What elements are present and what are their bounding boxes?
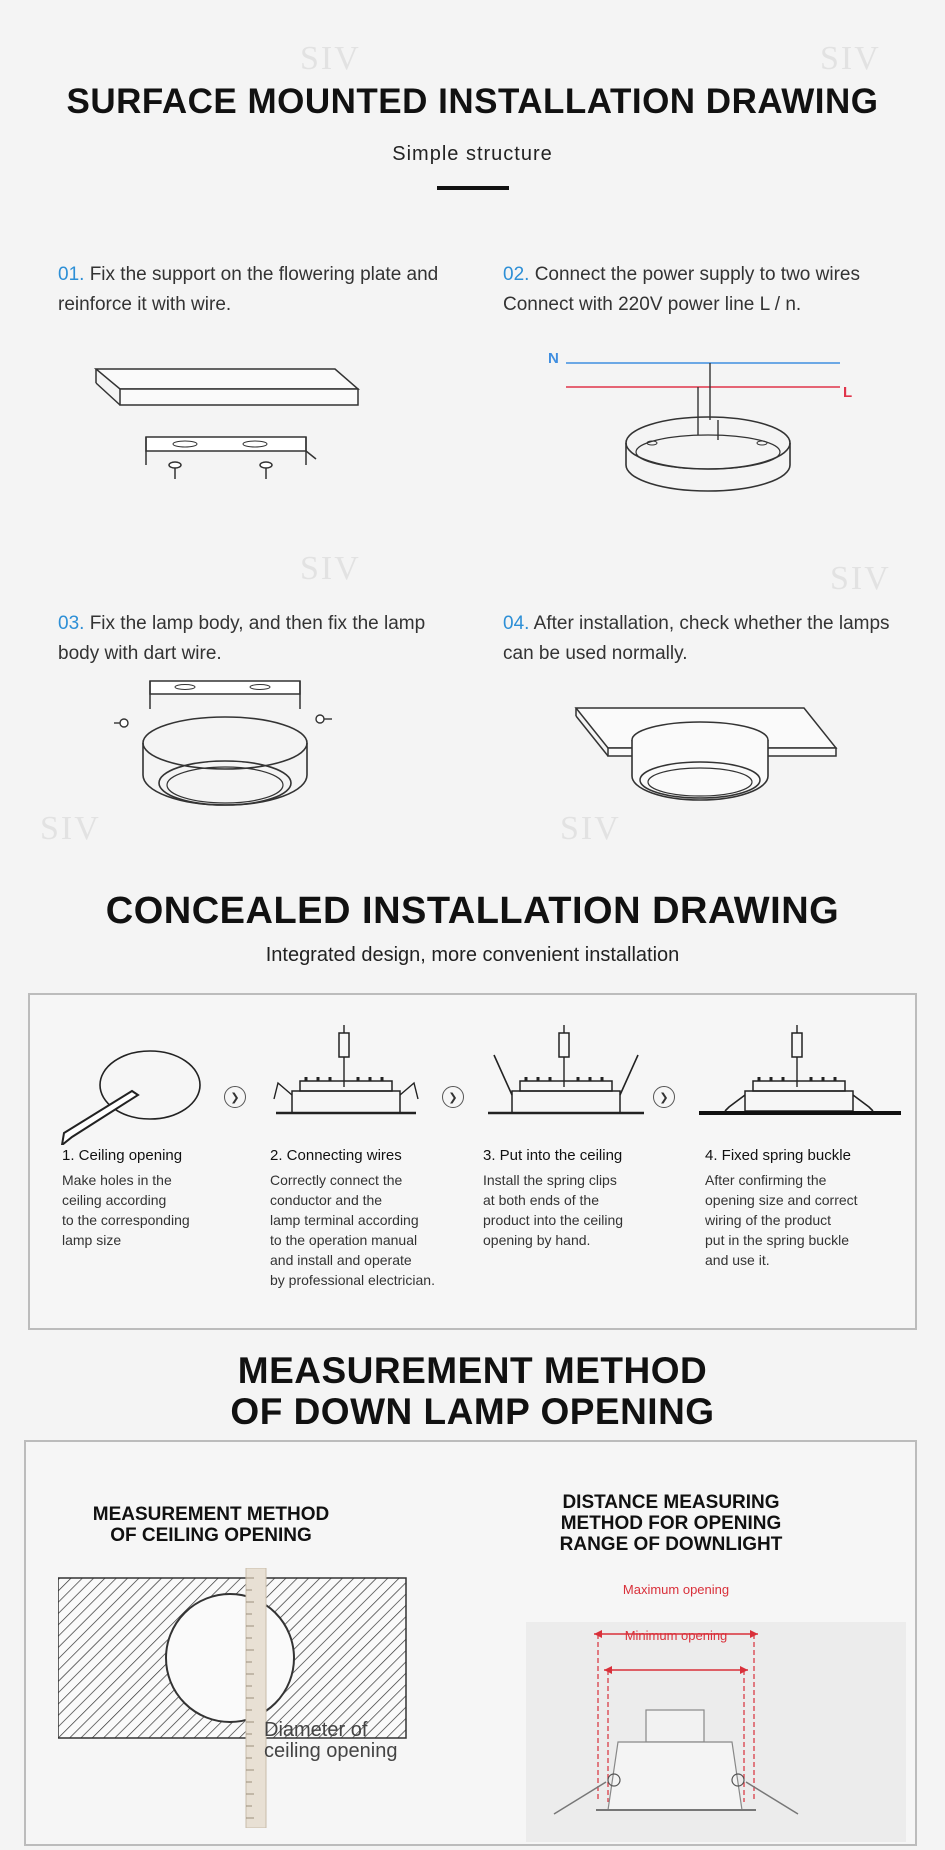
ceiling-opening-illustration [50, 1035, 240, 1145]
title-divider [437, 186, 509, 190]
step-number: 03. [58, 613, 85, 634]
surface-step-2 [503, 260, 913, 320]
concealed-step-desc: Make holes in the ceiling according to the corresponding lamp size [62, 1172, 190, 1248]
step-number: 01. [58, 264, 85, 285]
watermark: SIV [300, 40, 361, 77]
ceiling-hatch-illustration [58, 1568, 408, 1828]
concealed-step-4 [705, 1147, 905, 1270]
ceiling-opening-method-title: MEASUREMENT METHOD OF CEILING OPENING [92, 1504, 330, 1546]
power-wiring-illustration [540, 345, 860, 505]
measurement-title-line-1: MEASUREMENT METHOD [237, 1350, 708, 1391]
wire-l-label: L [843, 384, 853, 401]
watermark: SIV [820, 40, 881, 77]
step-arrow-icon: ❯ [653, 1086, 675, 1108]
step-text: After installation, check whether the lamps can be used normally. [503, 613, 890, 664]
step-text: Connect the power supply to two wires Connect with 220V power line L / n. [503, 264, 860, 315]
ceiling-diameter-caption: Diameter of ceiling opening [264, 1719, 398, 1762]
concealed-step-desc: Install the spring clips at both ends of the product into the ceiling opening by hand. [483, 1172, 624, 1248]
concealed-step-2 [270, 1147, 470, 1290]
spring-buckle-illustration [695, 1025, 905, 1135]
connecting-wires-illustration [262, 1025, 442, 1135]
concealed-steps-panel [28, 993, 917, 1330]
step-arrow-icon: ❯ [224, 1086, 246, 1108]
minimum-opening-label: Minimum opening [624, 1628, 728, 1643]
watermark: SIV [300, 550, 361, 587]
measurement-title [0, 1350, 945, 1432]
installed-lamp-illustration [570, 700, 850, 820]
put-into-ceiling-illustration [482, 1025, 652, 1135]
wire-n-label: N [548, 350, 559, 367]
opening-range-method-title: DISTANCE MEASURING METHOD FOR OPENING RANGE OF DOWNLIGHT [559, 1492, 783, 1555]
watermark: SIV [560, 810, 621, 847]
step-arrow-icon: ❯ [442, 1086, 464, 1108]
concealed-step-title: 4. Fixed spring buckle [705, 1147, 851, 1164]
maximum-opening-label: Maximum opening [622, 1582, 730, 1597]
concealed-step-title: 1. Ceiling opening [62, 1147, 183, 1164]
concealed-title: CONCEALED INSTALLATION DRAWING [105, 890, 840, 932]
surface-step-1 [58, 260, 458, 320]
opening-range-illustration [526, 1582, 916, 1842]
concealed-step-desc: After confirming the opening size and correct wiring of the product put in the spring buckle and use it. [705, 1172, 858, 1268]
surface-subtitle: Simple structure [392, 143, 553, 165]
surface-title: SURFACE MOUNTED INSTALLATION DRAWING [66, 82, 879, 121]
concealed-subtitle: Integrated design, more convenient installation [265, 944, 680, 966]
step-number: 04. [503, 613, 530, 634]
measurement-title-line-2: OF DOWN LAMP OPENING [230, 1391, 715, 1432]
watermark: SIV [40, 810, 101, 847]
step-text: Fix the support on the flowering plate and reinforce it with wire. [58, 264, 439, 315]
concealed-step-title: 3. Put into the ceiling [483, 1147, 623, 1164]
concealed-step-title: 2. Connecting wires [270, 1147, 402, 1164]
watermark: SIV [830, 560, 891, 597]
concealed-step-desc: Correctly connect the conductor and the lamp terminal according to the operation manual and install and operate by professional electrician. [270, 1172, 435, 1288]
lamp-body-fix-illustration [110, 675, 340, 835]
concealed-step-1 [62, 1147, 252, 1250]
surface-step-4 [503, 609, 913, 669]
measurement-panel [24, 1440, 917, 1846]
surface-step-3 [58, 609, 458, 669]
support-plate-illustration [90, 355, 370, 485]
step-number: 02. [503, 264, 530, 285]
concealed-step-3 [483, 1147, 673, 1250]
step-text: Fix the lamp body, and then fix the lamp body with dart wire. [58, 613, 426, 664]
